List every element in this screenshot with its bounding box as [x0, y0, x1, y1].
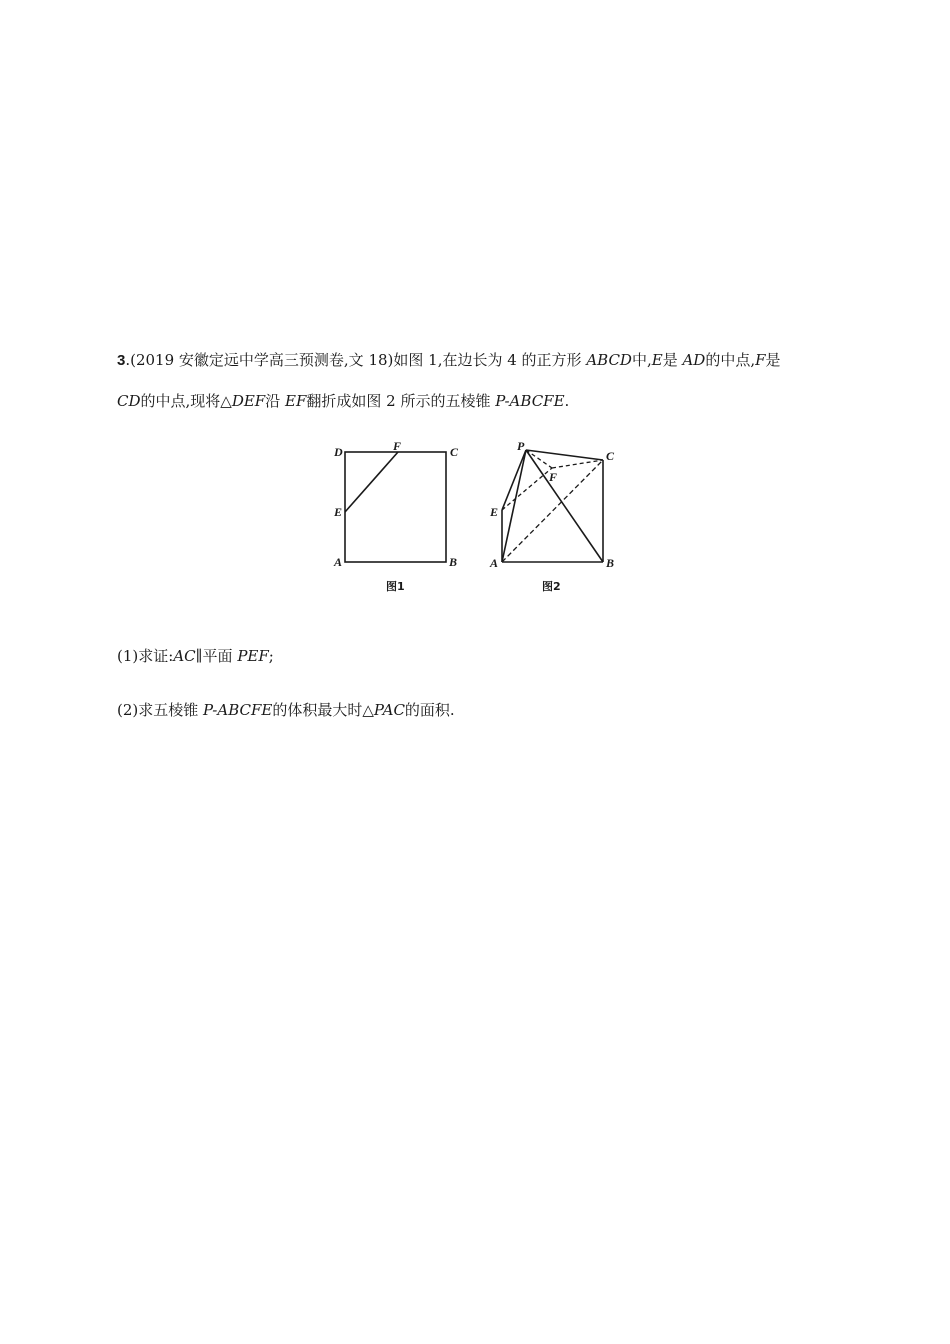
math-variable: E — [651, 351, 663, 369]
square-abcd — [345, 452, 446, 562]
question-line-1 — [117, 350, 781, 371]
text-run: ; — [268, 647, 274, 665]
label-b: B — [449, 555, 458, 569]
edge-pa — [502, 450, 526, 562]
text-run: 翻折成如图 2 所示的五棱锥 — [306, 392, 496, 410]
label-e: E — [334, 505, 343, 519]
text-run: 沿 — [265, 392, 285, 410]
edge-ep — [502, 450, 526, 510]
figures — [330, 440, 620, 600]
math-variable: P-ABCFE — [203, 701, 273, 719]
label-a: A — [334, 555, 343, 569]
label-e2: E — [490, 505, 499, 519]
segment-ef — [345, 452, 398, 512]
edge-pb — [526, 450, 603, 562]
label-d: D — [334, 445, 343, 459]
question-line-1-text — [125, 351, 780, 369]
label-c2: C — [606, 449, 615, 463]
math-variable: AC — [173, 647, 196, 665]
text-run: 是 — [765, 351, 781, 369]
text-run: ∥平面 — [195, 647, 238, 665]
text-run: 的中点,现将△ — [140, 392, 232, 410]
text-run: 的面积. — [404, 701, 455, 719]
text-run: 是 — [662, 351, 683, 369]
math-variable: PAC — [373, 701, 405, 719]
math-variable: PEF — [237, 647, 269, 665]
label-c: C — [450, 445, 459, 459]
figure-1-caption: 图1 — [386, 580, 405, 593]
figure-2 — [489, 440, 615, 593]
question-number: 3 — [117, 352, 126, 369]
label-f: F — [393, 440, 402, 453]
math-variable: F — [755, 351, 766, 369]
label-f2: F — [549, 470, 558, 484]
math-variable: P-ABCFE — [495, 392, 565, 410]
label-a2: A — [490, 556, 499, 570]
dashed-fc — [552, 460, 603, 468]
text-run: 的中点, — [705, 351, 756, 369]
text-run: (1)求证: — [117, 647, 174, 665]
math-variable: CD — [117, 392, 141, 410]
label-p: P — [517, 440, 525, 453]
text-run: 中, — [631, 351, 652, 369]
label-b2: B — [606, 556, 615, 570]
figure-1 — [333, 440, 459, 593]
question-line-2 — [117, 391, 569, 411]
figure-2-caption: 图2 — [542, 580, 561, 593]
text-run: (2)求五棱锥 — [117, 701, 204, 719]
text-run: 的体积最大时△ — [272, 701, 374, 719]
text-run: . — [564, 392, 570, 410]
part-1 — [117, 646, 274, 666]
part-2 — [117, 700, 455, 720]
math-variable: ABCD — [586, 351, 632, 369]
math-variable: EF — [285, 392, 307, 410]
text-run: .(2019 安徽定远中学高三预测卷,文 18)如图 1,在边长为 4 的正方形 — [125, 351, 587, 369]
math-variable: AD — [682, 351, 706, 369]
dashed-ef — [502, 468, 552, 510]
math-variable: DEF — [231, 392, 266, 410]
